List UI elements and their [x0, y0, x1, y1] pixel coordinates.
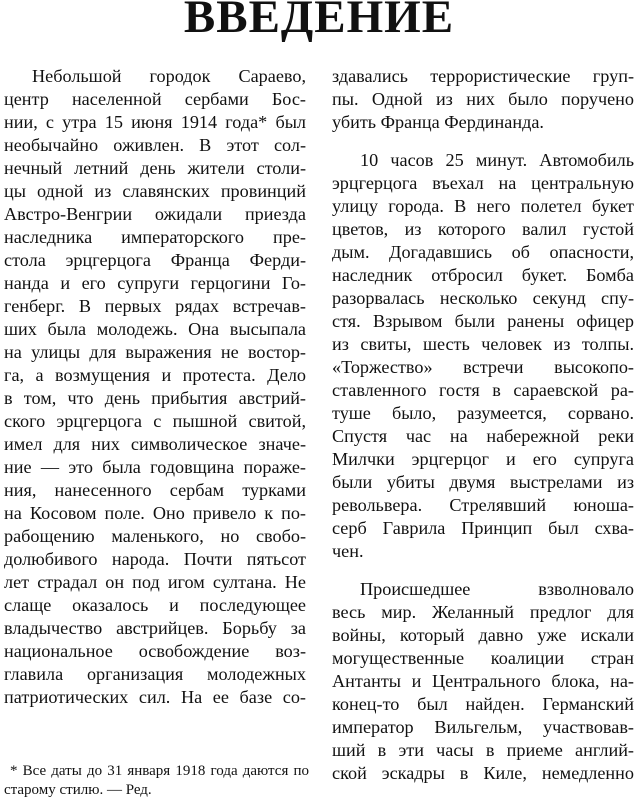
text-line: чен.	[332, 541, 364, 561]
text-line: генберг. В первых рядах встречав-	[4, 296, 306, 316]
text-line: «Торжество» встречи высокопо-	[332, 357, 634, 377]
text-line: эрцгерцога въехал на центральную	[332, 173, 634, 193]
text-line: на Косовом поле. Оно привело к по-	[4, 503, 306, 523]
text-line: ской эскадры в Киле, немедленно	[332, 763, 634, 783]
text-line: рабощению маленького, но свобо-	[4, 526, 306, 546]
text-line: туше было, разумеется, сорвано.	[332, 403, 634, 423]
text-line: нии, с утра 15 июня 1914 года* был	[4, 112, 306, 132]
text-line: ние — это была годовщина пораже-	[4, 457, 306, 477]
text-line: лет страдал он под игом султана. Не	[4, 572, 306, 592]
text-line: необычайно оживлен. В этот сол-	[4, 135, 306, 155]
text-line: весь мир. Желанный предлог для	[332, 602, 634, 622]
text-line: нечный летний день жители столи-	[4, 158, 306, 178]
text-line: 10 часов 25 минут. Автомобиль	[360, 150, 634, 170]
text-line: ского эрцгерцога с пышной свитой,	[4, 411, 306, 431]
text-line: император Вильгельм, участвовав-	[332, 717, 634, 737]
text-line: ший в эти часы в приеме англий-	[332, 740, 634, 760]
text-line: главила организация молодежных	[4, 664, 306, 684]
text-line: слаще оказалось и последующее	[4, 595, 306, 615]
footnote	[4, 762, 309, 800]
text-line: Австро-Венгрии ожидали приезда	[4, 204, 306, 224]
text-line: долюбивого народа. Почти пятьсот	[4, 549, 306, 569]
text-line: имел для них символическое значе-	[4, 434, 306, 454]
paragraph-gap	[332, 134, 634, 149]
right-column	[332, 65, 634, 785]
text-line: улицу города. В него полетел букет	[332, 196, 634, 216]
text-line: войны, который давно уже искали	[332, 625, 634, 645]
text-line: ших была молодежь. Она высыпала	[4, 319, 306, 339]
text-line: национальное освобождение воз-	[4, 641, 306, 661]
text-line: Небольшой городок Сараево,	[32, 66, 306, 86]
text-line: Спустя час на набережной реки	[332, 426, 634, 446]
text-line: пы. Одной из них было поручено	[332, 89, 634, 109]
text-line: Происшедшее взволновало	[360, 579, 634, 599]
chapter-title: ВВЕДЕНИЕ	[183, 0, 455, 43]
text-line: Антанты и Центрального блока, на-	[332, 671, 634, 691]
text-line: были убиты двумя выстрелами из	[332, 472, 634, 492]
text-line: здавались террористические груп-	[332, 66, 634, 86]
text-line: револьвера. Стрелявший юноша-	[332, 495, 634, 515]
text-line: могущественные коалиции стран	[332, 648, 634, 668]
footnote-line: старому стилю. — Ред.	[4, 782, 152, 798]
text-line: нанда и его супруги герцогини Го-	[4, 273, 306, 293]
text-line: убить Франца Фердинанда.	[332, 112, 544, 132]
text-line: на улицы для выражения не востор-	[4, 342, 306, 362]
text-line: стола эрцгерцога Франца Ферди-	[4, 250, 306, 270]
text-line: центр населенной сербами Бос-	[4, 89, 306, 109]
text-line: из свиты, шесть человек из толпы.	[332, 334, 634, 354]
text-line: в том, что день прибытия австрий-	[4, 388, 306, 408]
text-line: патриотических сил. На ее базе со-	[4, 687, 306, 707]
text-line: наследник отбросил букет. Бомба	[332, 265, 634, 285]
footnote-line: * Все даты до 31 января 1918 года даются по	[10, 763, 309, 779]
text-line: га, а возмущения и протеста. Дело	[4, 365, 306, 385]
text-line: владычество австрийцев. Борьбу за	[4, 618, 306, 638]
text-line: цы одной из славянских провинций	[4, 181, 306, 201]
left-column	[4, 65, 306, 709]
text-line: Милчки эрцгерцог и его супруга	[332, 449, 634, 469]
text-line: серб Гаврила Принцип был схва-	[332, 518, 634, 538]
text-line: ставленного гостя в сараевской ра-	[332, 380, 634, 400]
text-line: разорвалась несколько секунд спу-	[332, 288, 634, 308]
text-line: наследника императорского пре-	[4, 227, 306, 247]
text-line: дым. Догадавшись об опасности,	[332, 242, 634, 262]
text-line: ния, нанесенного сербам турками	[4, 480, 306, 500]
text-line: стя. Взрывом были ранены офицер	[332, 311, 634, 331]
text-line: конец-то был найден. Германский	[332, 694, 634, 714]
text-line: цветов, из которого валил густой	[332, 219, 634, 239]
paragraph-gap	[332, 563, 634, 578]
